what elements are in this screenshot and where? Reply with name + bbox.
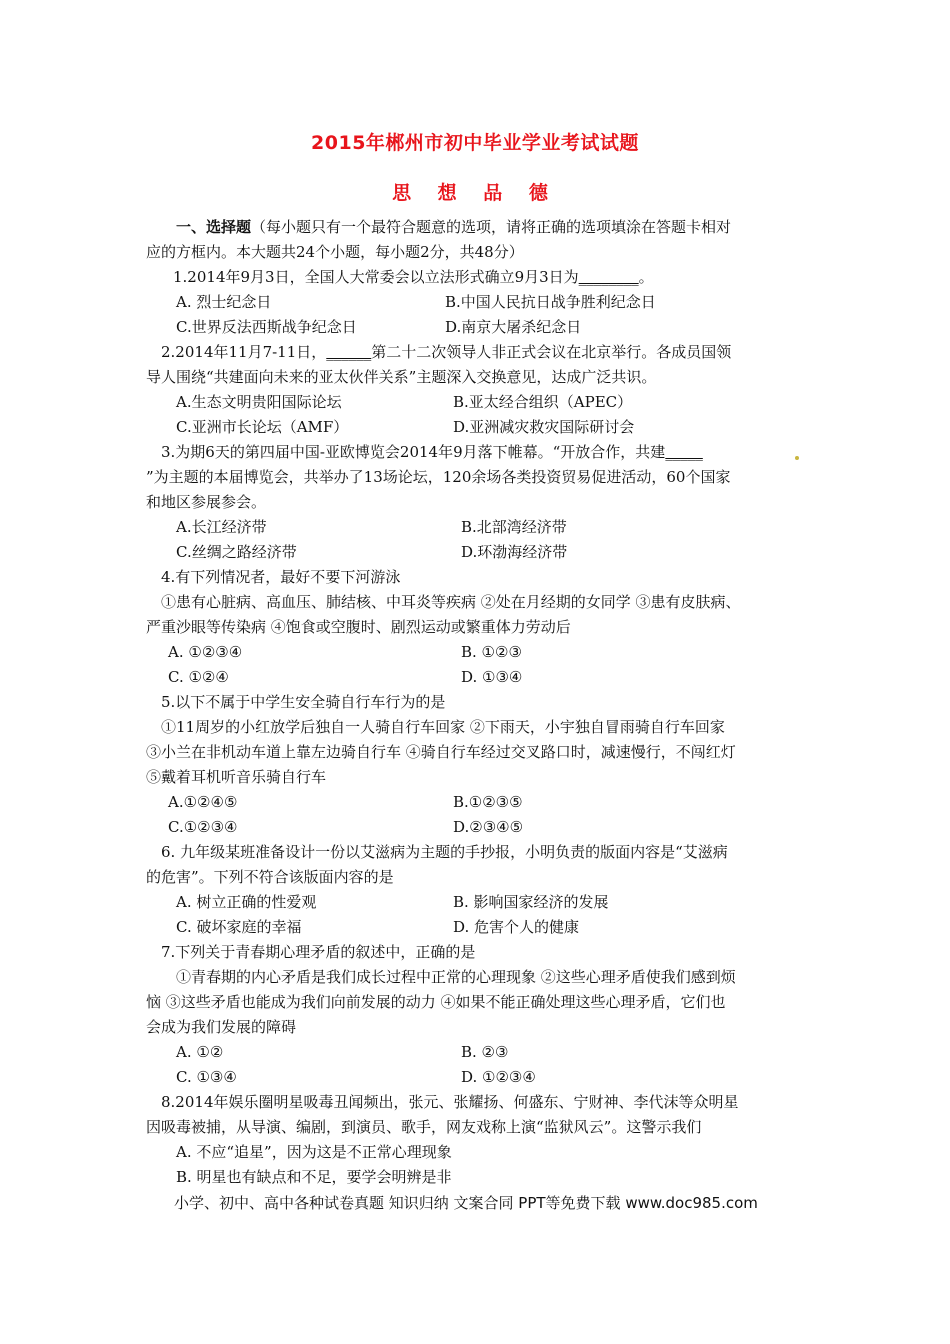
question-7-text-2: 恼 ③这些矛盾也能成为我们向前发展的动力 ④如果不能正确处理这些心理矛盾，它们也 bbox=[146, 993, 726, 1011]
option-c: C.亚洲市长论坛（AMF） bbox=[176, 418, 349, 436]
question-8-text-1: 8.2014年娱乐圈明星吸毒丑闻频出，张元、张耀扬、何盛东、宁财神、李代沫等众明星 bbox=[161, 1093, 739, 1111]
option-d: D.亚洲减灾救灾国际研讨会 bbox=[453, 418, 635, 436]
question-2-stem bbox=[161, 342, 731, 362]
question-3-text-2: ”为主题的本届博览会，共举办了13场论坛，120余场各类投资贸易促进活动，60个国家 bbox=[146, 468, 731, 486]
option-a: A. ①②③④ bbox=[168, 643, 243, 661]
option-d: D. ①②③④ bbox=[461, 1068, 536, 1086]
option-b: B.中国人民抗日战争胜利纪念日 bbox=[445, 293, 656, 311]
question-5-stem: 5.以下不属于中学生安全骑自行车行为的是 bbox=[161, 693, 446, 711]
question-5-text-3: ⑤戴着耳机听音乐骑自行车 bbox=[146, 768, 327, 786]
question-6-text-1: 6. 九年级某班准备设计一份以艾滋病为主题的手抄报，小明负责的版面内容是“艾滋病 bbox=[161, 843, 728, 861]
option-b: B.①②③⑤ bbox=[453, 793, 523, 811]
question-7-text-3: 会成为我们发展的障碍 bbox=[146, 1018, 297, 1036]
option-b: B. ②③ bbox=[461, 1043, 509, 1061]
question-3-text: 3.为期6天的第四届中国-亚欧博览会2014年9月落下帷幕。“开放合作，共建 bbox=[161, 443, 666, 461]
answer-blank: _____ bbox=[665, 443, 703, 461]
option-d: D.南京大屠杀纪念日 bbox=[445, 318, 582, 336]
option-b: B. 明星也有缺点和不足，要学会明辨是非 bbox=[176, 1168, 452, 1186]
option-d: D.环渤海经济带 bbox=[461, 543, 568, 561]
option-d: D.②③④⑤ bbox=[453, 818, 524, 836]
option-b: B.北部湾经济带 bbox=[461, 518, 567, 536]
stray-mark bbox=[795, 456, 799, 460]
question-4-stem: 4.有下列情况者，最好不要下河游泳 bbox=[161, 568, 401, 586]
question-7-stem: 7.下列关于青春期心理矛盾的叙述中，正确的是 bbox=[161, 943, 476, 961]
option-a: A. 树立正确的性爱观 bbox=[176, 893, 317, 911]
option-b: B.亚太经合组织（APEC） bbox=[453, 393, 633, 411]
option-a: A.长江经济带 bbox=[176, 518, 267, 536]
question-4-text-1: ①患有心脏病、高血压、肺结核、中耳炎等疾病 ②处在月经期的女同学 ③患有皮肤病、 bbox=[161, 593, 741, 611]
question-2-text-2: 导人围绕“共建面向未来的亚太伙伴关系”主题深入交换意见，达成广泛共识。 bbox=[146, 368, 657, 386]
question-5-text-2: ③小兰在非机动车道上靠左边骑自行车 ④骑自行车经过交叉路口时，减速慢行，不闯红灯 bbox=[146, 743, 736, 761]
option-a: A. 不应“追星”，因为这是不正常心理现象 bbox=[176, 1143, 452, 1161]
option-b: B. ①②③ bbox=[461, 643, 522, 661]
question-1-text: 1.2014年9月3日，全国人大常委会以立法形式确立9月3日为 bbox=[173, 268, 579, 286]
question-2-text-b: 第二十二次领导人非正式会议在北京举行。各成员国领 bbox=[371, 343, 732, 361]
option-c: C.丝绸之路经济带 bbox=[176, 543, 297, 561]
question-1-stem bbox=[173, 267, 654, 287]
option-a: A. 烈士纪念日 bbox=[176, 293, 272, 311]
question-2-text-a: 2.2014年11月7-11日， bbox=[161, 343, 327, 361]
option-d: D. ①③④ bbox=[461, 668, 523, 686]
question-5-text-1: ①11周岁的小红放学后独自一人骑自行车回家 ②下雨天，小宇独自冒雨骑自行车回家 bbox=[161, 718, 725, 736]
question-3-text-3: 和地区参展参会。 bbox=[146, 493, 267, 511]
section-instructions bbox=[176, 217, 731, 237]
option-d: D. 危害个人的健康 bbox=[453, 918, 580, 936]
question-1-end: 。 bbox=[638, 268, 654, 286]
answer-blank: ________ bbox=[578, 268, 639, 286]
question-8-text-2: 因吸毒被捕，从导演、编剧，到演员、歌手，网友戏称上演“监狱风云”。这警示我们 bbox=[146, 1118, 702, 1136]
instructions-text-2: 应的方框内。本大题共24个小题，每小题2分，共48分） bbox=[146, 243, 524, 261]
option-a: A. ①② bbox=[176, 1043, 224, 1061]
option-c: C. ①③④ bbox=[176, 1068, 237, 1086]
option-c: C.①②③④ bbox=[168, 818, 238, 836]
exam-title: 2015年郴州市初中毕业学业考试试题 bbox=[311, 132, 639, 154]
option-c: C. ①②④ bbox=[168, 668, 229, 686]
option-c: C.世界反法西斯战争纪念日 bbox=[176, 318, 357, 336]
option-b: B. 影响国家经济的发展 bbox=[453, 893, 609, 911]
footer-text: 小学、初中、高中各种试卷真题 知识归纳 文案合同 PPT等免费下载 www.doc985.com bbox=[174, 1194, 758, 1212]
question-4-text-2: 严重沙眼等传染病 ④饱食或空腹时、剧烈运动或繁重体力劳动后 bbox=[146, 618, 571, 636]
question-7-text-1: ①青春期的内心矛盾是我们成长过程中正常的心理现象 ②这些心理矛盾使我们感到烦 bbox=[176, 968, 736, 986]
answer-blank: ______ bbox=[326, 343, 372, 361]
option-c: C. 破坏家庭的幸福 bbox=[176, 918, 302, 936]
instructions-text-1: （每小题只有一个最符合题意的选项，请将正确的选项填涂在答题卡相对 bbox=[251, 218, 732, 236]
option-a: A.生态文明贵阳国际论坛 bbox=[176, 393, 342, 411]
option-a: A.①②④⑤ bbox=[168, 793, 238, 811]
section-label: 一、选择题 bbox=[176, 218, 252, 236]
question-3-stem bbox=[161, 442, 703, 462]
question-6-text-2: 的危害”。下列不符合该版面内容的是 bbox=[146, 868, 394, 886]
subject-title: 思 想 品 德 bbox=[392, 182, 558, 204]
